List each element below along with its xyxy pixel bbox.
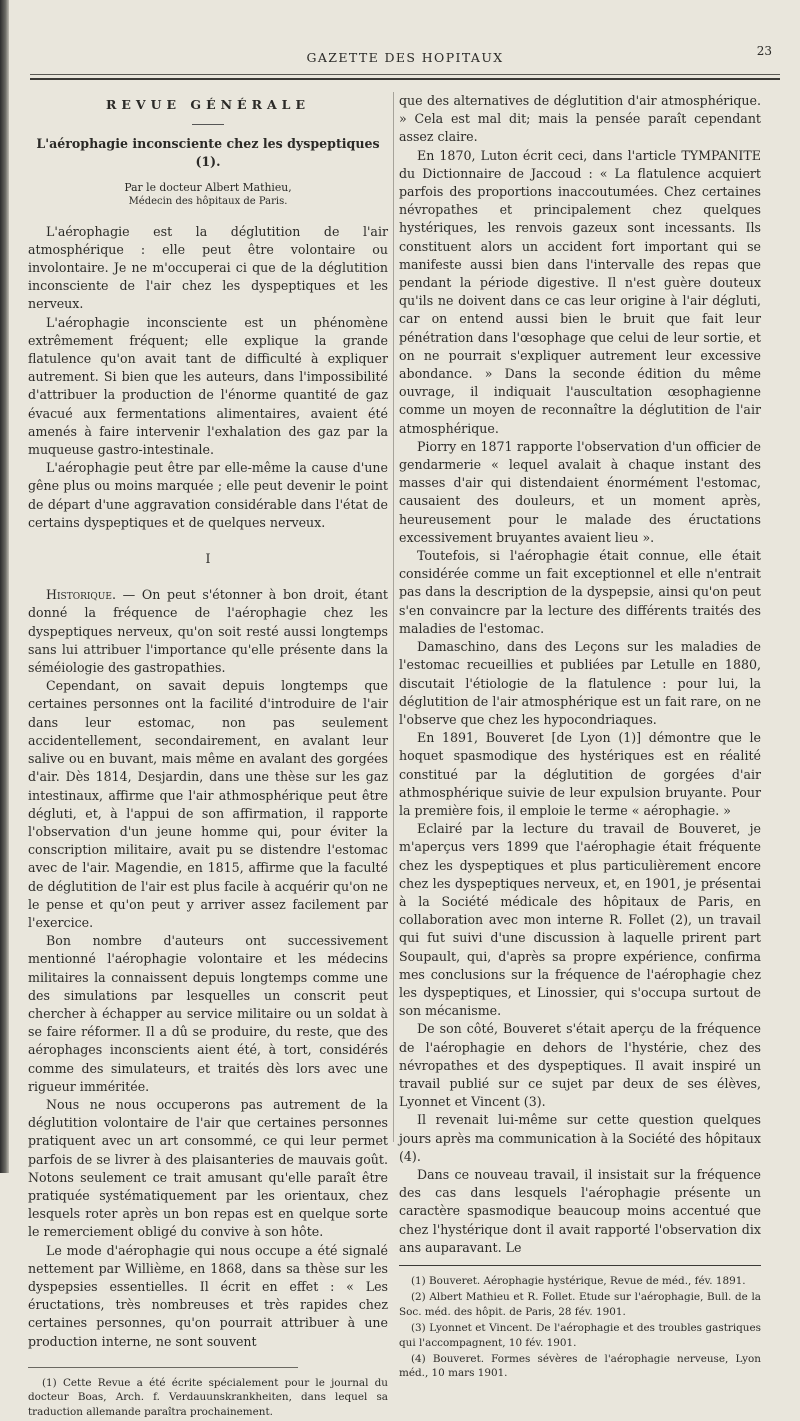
- paragraph: que des alternatives de déglutition d'air atmosphérique. » Cela est mal dit; mais la pensée paraît cependant assez claire.: [399, 93, 761, 145]
- author-affiliation: Médecin des hôpitaux de Paris.: [128, 195, 288, 207]
- article-title: L'aérophagie inconsciente chez les dyspeptiques (1).: [36, 136, 380, 170]
- section-rule: [192, 124, 224, 125]
- paragraph: De son côté, Bouveret s'était aperçu de la fréquence de l'aérophagie en dehors de l'hystérie, chez des névropathes et des dyspeptiques. Il avait inspiré un travail publié sur ce sujet par deux de ses élèves, Lyonnet et Vincent (3).: [399, 1021, 761, 1110]
- footnote: (2) Albert Mathieu et R. Follet. Etude sur l'aérophagie, Bull. de la Soc. méd. des hôpit. de Paris, 28 fév. 1901.: [399, 1291, 761, 1318]
- paragraph: L'aérophagie peut être par elle-même la cause d'une gêne plus ou moins marquée ; elle peut devenir le point de départ d'une aggravation considérable dans l'état de certains dyspeptiques et de quelques nerveux.: [28, 460, 388, 530]
- section-number: I: [205, 551, 211, 567]
- header-rule-double: [30, 78, 780, 80]
- footnote: (1) Bouveret. Aérophagie hystérique, Revue de méd., fév. 1891.: [411, 1275, 746, 1287]
- running-head: [30, 40, 780, 70]
- right-column: [399, 92, 761, 1383]
- paragraph: Bon nombre d'auteurs ont successivement mentionné l'aérophagie volontaire et les médecins militaires la connaissent depuis longtemps comme une des simulations par lesquelles un conscrit peut chercher à échapper au service militaire ou un soldat à se faire réformer. Il a dû se produire, du reste, que des aérophages inconscients aient été, à tort, considérés comme des simulateurs, et traités dès lors avec une rigueur imméritée.: [28, 933, 388, 1094]
- footnote-rule: [28, 1367, 298, 1368]
- paragraph: En 1870, Luton écrit ceci, dans l'article TYMPANITE du Dictionnaire de Jaccoud : « La flatulence acquiert parfois des proportions inaccoutumées. Chez certaines névropathes et principalement chez quelques hystériques, les renvois gazeux sont incessants. Ils constituent alors un accident fort important qui se manifeste aussi bien dans l'intervalle des repas que pendant la période digestive. Il n'est guère douteux qu'ils ne doivent dans ce cas leur origine à l'air dégluti, car on entend aussi bien le bruit que fait leur pénétration dans l'œsophage que celui de leur sortie, et on ne pourrait s'expliquer autrement leur excessive abondance. » Dans la seconde édition du même ouvrage, il indiquait l'auscultation œsophagienne comme un moyen de reconnaître la déglutition de l'air atmosphérique.: [399, 147, 761, 436]
- journal-title: GAZETTE DES HOPITAUX: [306, 50, 504, 65]
- paragraph: L'aérophagie est la déglutition de l'air atmosphérique : elle peut être volontaire ou involontaire. Je ne m'occuperai ci que de la déglutition inconsciente de l'air chez les dyspeptiques et les nerveux.: [28, 223, 388, 312]
- page-binding-edge: [0, 0, 9, 1173]
- paragraph: Nous ne nous occuperons pas autrement de la déglutition volontaire de l'air que certaines personnes pratiquent avec un art consommé, ce qui leur permet parfois de se livrer à des plaisanteries de mauvais goût. Notons seulement ce trait amusant qu'elle paraît être pratiquée systématiquement par les orientaux, chez lesquels roter après un bon repas est en quelque sorte le remerciement obligé du convive à son hôte.: [28, 1096, 388, 1240]
- historique-text: — On peut s'étonner à bon droit, étant donné la fréquence de l'aérophagie chez les dyspeptiques nerveux, qu'on soit resté aussi longtemps sans lui attribuer l'importance qu'elle présente dans la séméiologie des gastropathies.: [28, 587, 388, 676]
- footnote: (4) Bouveret. Formes sévères de l'aérophagie nerveuse, Lyon méd., 10 mars 1901.: [399, 1353, 761, 1380]
- paragraph: Eclairé par la lecture du travail de Bouveret, je m'aperçus vers 1899 que l'aérophagie était fréquente chez les dyspeptiques et plus particulièrement encore chez les dyspeptiques nerveux, et, en 1901, je présentai à la Société médicale des hôpitaux de Paris, en collaboration avec mon interne R. Follet (2), un travail qui fut suivi d'une discussion à laquelle prirent part Soupault, qui, d'après sa propre expérience, confirma mes conclusions sur la fréquence de l'aérophagie chez les dyspeptiques, et Linossier, qui s'occupa surtout de son mécanisme.: [399, 821, 761, 1019]
- footnote: (1) Cette Revue a été écrite spécialement pour le journal du docteur Boas, Arch. f. Verdauunskrankheiten, dans lequel sa traduction allemande paraîtra prochainement.: [28, 1376, 388, 1418]
- footnote-rule: [399, 1265, 761, 1266]
- column-divider: [393, 92, 394, 1142]
- historique-label: Historique.: [46, 587, 116, 603]
- paragraph: Le mode d'aérophagie qui nous occupe a été signalé nettement par Willième, en 1868, dans sa thèse sur les dyspepsies essentielles. Il écrit en effet : « Les éructations, très nombreuses et très rapides chez certaines personnes, qu'on pourrait attribuer à une production interne, ne sont souvent: [28, 1242, 388, 1349]
- footnote: (3) Lyonnet et Vincent. De l'aérophagie et des troubles gastriques qui l'accompagnent, 10 fév. 1901.: [399, 1322, 761, 1349]
- paragraph: Damaschino, dans des Leçons sur les maladies de l'estomac recueillies et publiées par Letulle en 1880, discutait l'étiologie de la flatulence : pour lui, la déglutition de l'air atmosphérique est un fait rare, on ne l'observe que chez les hypocondriaques.: [399, 639, 761, 727]
- paragraph: L'aérophagie inconsciente est un phénomène extrêmement fréquent; elle explique la grande flatulence qu'on avait tant de difficulté à expliquer autrement. Si bien que les auteurs, dans l'impossibilité d'attribuer la production de l'énorme quantité de gaz évacué aux fermentations alimentaires, avaient été amenés à faire intervenir l'exhalation des gaz par la muqueuse gastro-intestinale.: [28, 314, 388, 458]
- paragraph: En 1891, Bouveret [de Lyon (1)] démontre que le hoquet spasmodique des hystériques est en réalité constitué par la déglutition de gorgées d'air athmosphérique suivie de leur expulsion bruyante. Pour la première fois, il emploie le terme « aérophagie. »: [399, 730, 761, 818]
- paragraph: Toutefois, si l'aérophagie était connue, elle était considérée comme un fait exceptionnel et elle n'entrait pas dans la description de la dyspepsie, ainsi qu'on peut s'en convaincre par la lecture des différents traités des maladies de l'estomac.: [399, 548, 761, 636]
- header-rule: [30, 74, 780, 75]
- section-heading: REVUE GÉNÉRALE: [106, 97, 310, 112]
- paragraph: Il revenait lui-même sur cette question quelques jours après ma communication à la Société des hôpitaux (4).: [399, 1112, 761, 1164]
- paragraph: Cependant, on savait depuis longtemps que certaines personnes ont la facilité d'introduire de l'air dans leur estomac, non pas seulement accidentellement, secondairement, en avalant leur salive ou en buvant, mais même en avalant des gorgées d'air. Dès 1814, Desjardin, dans une thèse sur les gaz intestinaux, affirme que l'air athmosphérique peut être dégluti, et, à l'appui de son affirmation, il rapporte l'observation d'un jeune homme qui, pour éviter la conscription militaire, avait pu se distendre l'estomac avec de l'air. Magendie, en 1815, affirme que la faculté de déglutition de l'air est plus facile à acquérir qu'on ne le pense et qu'on peut y arriver assez facilement par l'exercice.: [28, 678, 388, 930]
- paragraph: Piorry en 1871 rapporte l'observation d'un officier de gendarmerie « lequel avalait à chaque instant des masses d'air qui distendaient énormément l'estomac, causaient des douleurs, et un moment après, heureusement pour le malade des éructations excessivement bruyantes avaient lieu ».: [399, 438, 761, 545]
- left-column: [28, 92, 388, 1421]
- page-number: 23: [756, 44, 772, 58]
- byline: Par le docteur Albert Mathieu,: [124, 180, 292, 194]
- paragraph-historique: [28, 586, 388, 677]
- paragraph: Dans ce nouveau travail, il insistait sur la fréquence des cas dans lesquels l'aérophagie présente un caractère spasmodique beaucoup moins accentué que chez l'hystérique dont il avait rapporté l'observation dix ans auparavant. Le: [399, 1166, 761, 1255]
